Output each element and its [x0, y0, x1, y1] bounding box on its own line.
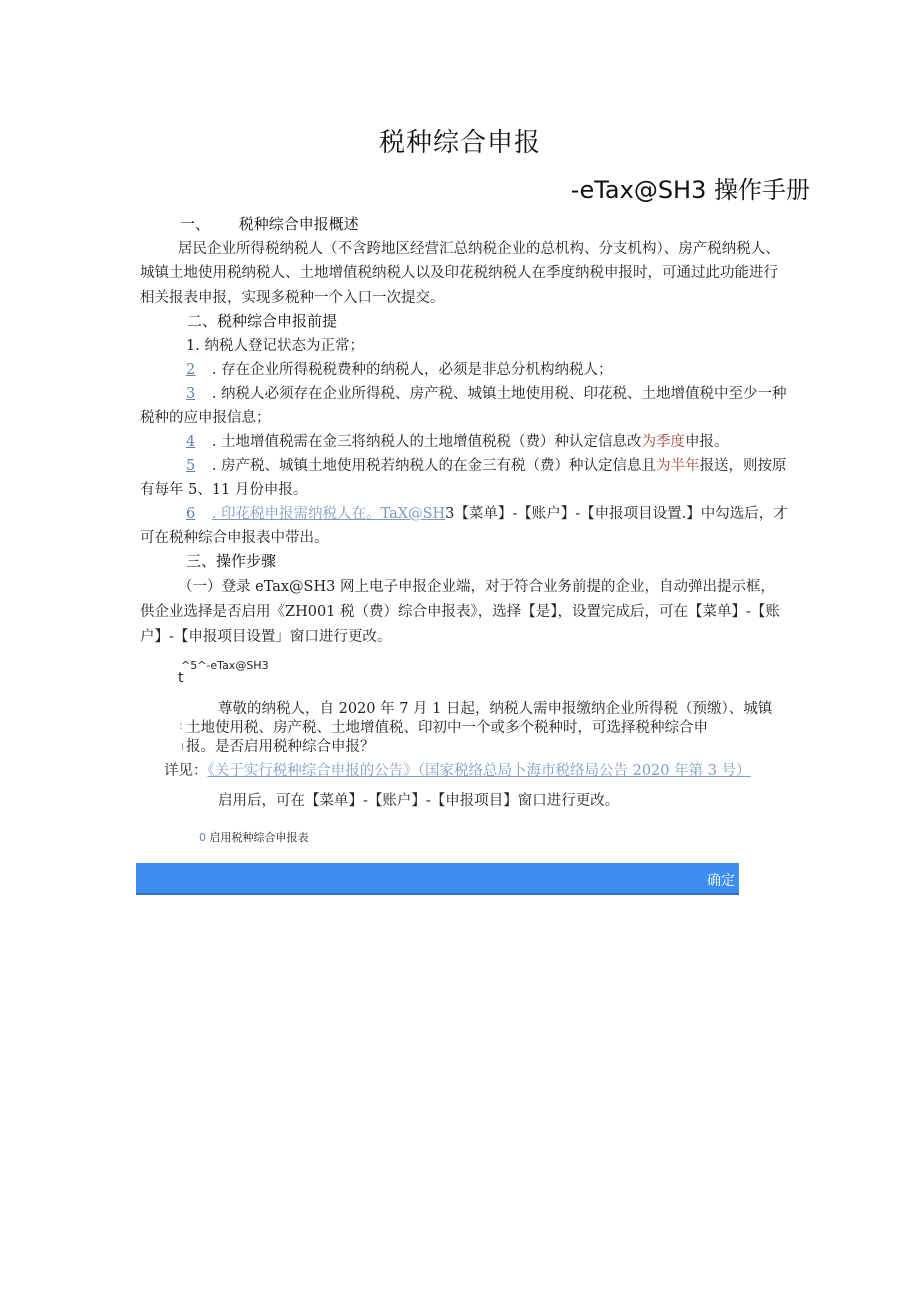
prereq-item-5-text-b: 报送，则按原	[699, 458, 787, 474]
prereq-item-2-text: . 存在企业所得税税费种的纳税人，必须是非总分机构纳税人；	[211, 362, 613, 378]
section3-line-2: 供企业选择是否启用《ZH001 税（费）综合申报表》，选择【是】，设置完成后，可在【菜单】-【账	[140, 604, 780, 620]
prereq-item-4-num: 4	[186, 434, 196, 450]
prereq-item-5-num: 5	[186, 458, 196, 474]
section1-heading-num: 一、	[180, 215, 211, 233]
prereq-item-3	[186, 382, 787, 403]
section3-heading: 三、操作步骤	[186, 552, 277, 570]
dialog-button-bar	[136, 863, 739, 895]
dialog-mark-3: ।	[180, 740, 185, 753]
prereq-item-5-text-a: . 房产税、城镇土地使用税若纳税人的在金三有税（费）种认定信息且	[211, 458, 657, 474]
prereq-item-3-text: . 纳税人必须存在企业所得税、房产税、城镇土地使用税、印花税、土地增值税中至少一种	[211, 386, 787, 402]
prereq-item-5	[186, 454, 787, 475]
prereq-item-4	[186, 430, 729, 451]
prereq-item-2	[186, 358, 613, 379]
section1-heading	[180, 213, 359, 234]
dialog-app-title: ^5^-eTax@SH3	[181, 659, 269, 672]
page-subtitle: -eTax@SH3 操作手册	[570, 176, 810, 204]
prereq-item-4-highlight: 为季度	[641, 434, 686, 450]
dialog-mark-2: :	[179, 719, 183, 732]
dialog-message-line-1: 尊敬的纳税人，自 2020 年 7 月 1 日起，纳税人需申报缴纳企业所得税（预缴）、城镇	[218, 701, 773, 717]
dialog-detail	[164, 759, 751, 780]
dialog-t-mark: t	[178, 670, 184, 686]
section1-line-2: 城镇土地使用税纳税人、土地增值税纳税人以及印花税纳税人在季度纳税申报时，可通过此功能进行	[140, 265, 778, 281]
prereq-item-5-highlight: 为半年	[656, 458, 700, 474]
prereq-item-6	[186, 502, 788, 523]
section2-heading: 二、税种综合申报前提	[187, 312, 338, 330]
dialog-message-line-2: 土地使用税、房产税、土地增值税、印初中一个或多个税种时，可选择税种综合申	[186, 720, 708, 736]
prereq-item-2-num: 2	[186, 362, 196, 378]
checkbox-label: 启用税种综合申报表	[209, 831, 309, 844]
prereq-item-4-text-a: . 土地增值税需在金三将纳税人的土地增值税税（费）种认定信息改	[211, 434, 642, 450]
prereq-item-6-text: 3【菜单】-【账户】-【申报项目设置.】中勾选后，才	[445, 506, 788, 522]
page-title: 税种综合申报	[378, 128, 541, 158]
section3-line-3: 户】-【申报项目设置」窗口进行更改。	[140, 629, 392, 645]
prereq-item-6-cont: 可在税种综合申报表中带出。	[140, 530, 329, 546]
prereq-item-3-num: 3	[186, 386, 196, 402]
dialog-message-line-3: 报。是否启用税种综合申报？	[186, 739, 375, 755]
prereq-item-5-cont: 有每年 5、11 月份申报。	[140, 482, 308, 498]
prereq-item-6-link[interactable]: . 印花税申报需纳税人在。TaX@SH	[211, 506, 446, 522]
confirm-button[interactable]: 确定	[707, 873, 735, 889]
prereq-item-3-cont: 税种的应申报信息；	[140, 410, 271, 426]
section1-heading-text: 税种综合申报概述	[238, 215, 359, 233]
prereq-item-4-text-b: 申报。	[685, 434, 729, 450]
section1-line-1: 居民企业所得税纳税人（不含跨地区经营汇总纳税企业的总机构、分支机构）、房产税纳税人、	[178, 241, 780, 257]
dialog-detail-link[interactable]: 《关于实行税种综合申报的公告》（国家税络总局卜海市税络局公告 2020 年第 3 号）	[207, 763, 751, 779]
dialog-after-text: 启用后，可在【菜单】-【账户】-【申报项目】窗口进行更改。	[218, 793, 620, 809]
enable-checkbox[interactable]	[199, 829, 309, 845]
checkbox-icon[interactable]: 0	[199, 831, 206, 844]
section3-line-1: （一）登录 eTax@SH3 网上电子申报企业端，对于符合业务前提的企业，自动弹出提示框，	[178, 579, 775, 595]
dialog-detail-label: 详见：	[164, 763, 208, 779]
prereq-item-1: 1. 纳税人登记状态为正常；	[186, 338, 364, 354]
prereq-item-6-num: 6	[186, 506, 196, 522]
section1-line-3: 相关报表申报，实现多税种一个入口一次提交。	[140, 290, 445, 306]
